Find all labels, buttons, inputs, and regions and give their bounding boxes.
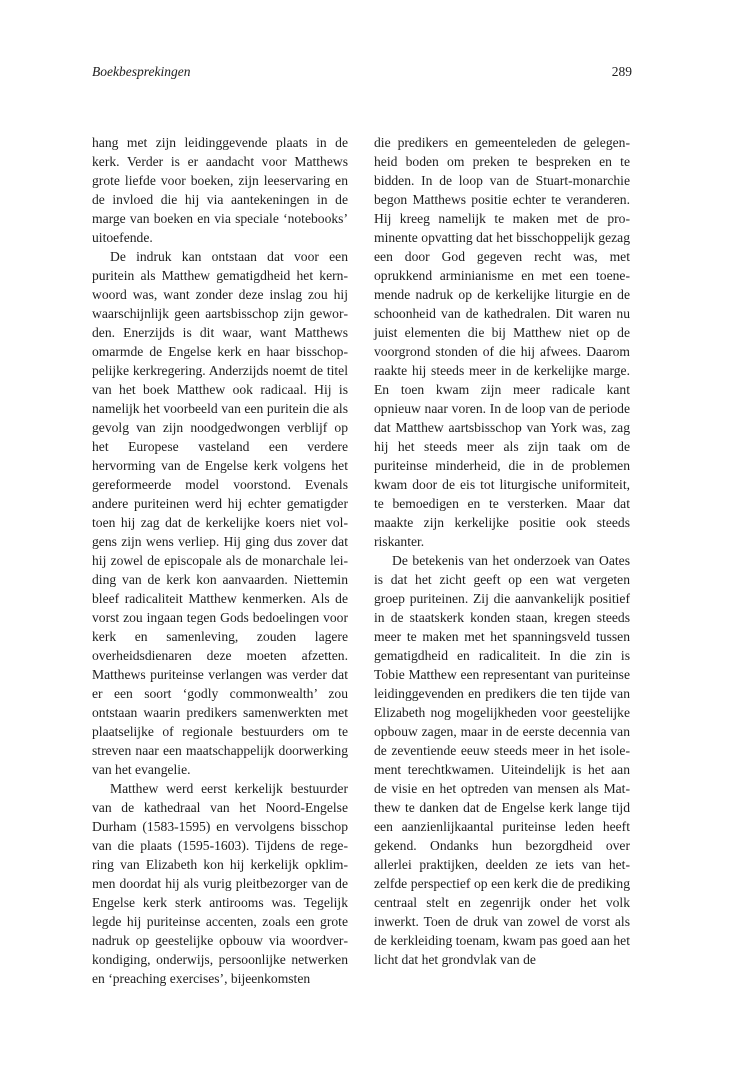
running-head-title: Boekbesprekingen (92, 64, 191, 79)
paragraph: De betekenis van het onderzoek van Oates is dat het zicht geeft op een wat vergeten groep puriteinen. Zij die aanvankelijk positief in de staatskerk konden staan, kregen steeds meer te maken met het spanningsveld tussen gematigdheid en radicaliteit. In die zin is Tobie Matthew een representant van puriteinse leidinggevenden en predikers die ten tijde van Elizabeth nog mogelijkheden voor geestelijke opbouw zagen, maar in de eerste decennia van de zeventiende eeuw steeds meer in het isolement terechtkwamen. Uiteindelijk is het aan de visie en het optreden van mensen als Matthew te danken dat de Engelse kerk lange tijd een aanzienlijkaantal puriteinse leden heeft gekend. Ondanks hun bezorgdheid over allerlei praktijken, deelden ze iets van hetzelfde perspectief op een kerk die de prediking centraal stelt en zegenrijk onder het volk inwerkt. Toen de druk van zowel de vorst als de kerkleiding toenam, kwam pas goed aan het licht dat het grondvlak van de (374, 553, 630, 967)
paragraph: die predikers en gemeenteleden de gelegenheid boden om preken te bespreken en te bidden. In de loop van de Stuart-monarchie begon Matthews positie echter te veranderen. Hij kreeg namelijk te maken met de prominente opvatting dat het bisschoppelijk gezag een door God gegeven recht was, met oprukkend arminianisme en met een toenemende nadruk op de kerkelijke liturgie en de schoonheid van de kathedralen. Dit waren nu juist elementen die bij Matthew niet op de voorgrond stonden of die hij afwees. Daarom raakte hij steeds meer in de kerkelijke marge. En toen kwam zijn meer radicale kant opnieuw naar voren. In de loop van de periode dat Matthew aartsbisschop van York was, zag hij het steeds meer als zijn taak om de puriteinse minderheid, die in de problemen kwam door de eis tot liturgische uniformiteit, te bemoedigen en te versterken. Maar dat maakte zijn kerkelijke positie ook steeds riskanter. (374, 135, 630, 549)
left-column (92, 133, 348, 988)
paragraph: De indruk kan ontstaan dat voor een puritein als Matthew gematigdheid het kernwoord was, want zonder deze inslag zou hij waarschijnlijk geen aartsbisschop zijn geworden. Enerzijds is dit waar, want Matthews omarmde de Engelse kerk en haar bisschoppelijke kerkregering. Anderzijds noemt de titel van het boek Matthew ook radicaal. Hij is namelijk het voorbeeld van een puritein die als gevolg van zijn noodgedwongen verblijf op het Europese vasteland een verdere hervorming van de Engelse kerk volgens het gereformeerde model voorstond. Evenals andere puriteinen werd hij echter gematigder toen hij zag dat de kerkelijke koers niet volgens zijn wens verliep. Hij ging dus zover dat hij zowel de episcopale als de monarchale leiding van de kerk kon aanvaarden. Niettemin bleef radicaliteit Matthew kenmerken. Als de vorst zou ingaan tegen Gods bedoelingen voor kerk en samenleving, zouden lagere overheidsdienaren deze moeten afzetten. Matthews puriteinse verlangen was verder dat er een soort ‘godly commonwealth’ zou ontstaan waarin predikers samenwerkten met plaatselijke of regionale bestuurders om te streven naar een maatschappelijk doorwerking van het evangelie. (92, 249, 348, 777)
page-number: 289 (611, 64, 632, 79)
right-column (374, 133, 630, 969)
paragraph: hang met zijn leidinggevende plaats in de kerk. Verder is er aandacht voor Matthews grote liefde voor boeken, zijn leeservaring en de invloed die hij via aantekeningen in de marge van boeken en via speciale ‘notebooks’ uitoefende. (92, 135, 348, 245)
running-head (92, 64, 632, 84)
paragraph: Matthew werd eerst kerkelijk bestuurder van de kathedraal van het Noord-Engelse Durham (1583-1595) en vervolgens bisschop van die plaats (1595-1603). Tijdens de regering van Elizabeth kon hij kerkelijk opklimmen doordat hij als vurig pleitbezorger van de Engelse kerk sterk antirooms was. Tegelijk legde hij puriteinse accenten, zoals een grote nadruk op geestelijke opbouw via woordverkondiging, onderwijs, persoonlijke netwerken en ‘preaching exercises’, bijeenkomsten (92, 781, 348, 986)
